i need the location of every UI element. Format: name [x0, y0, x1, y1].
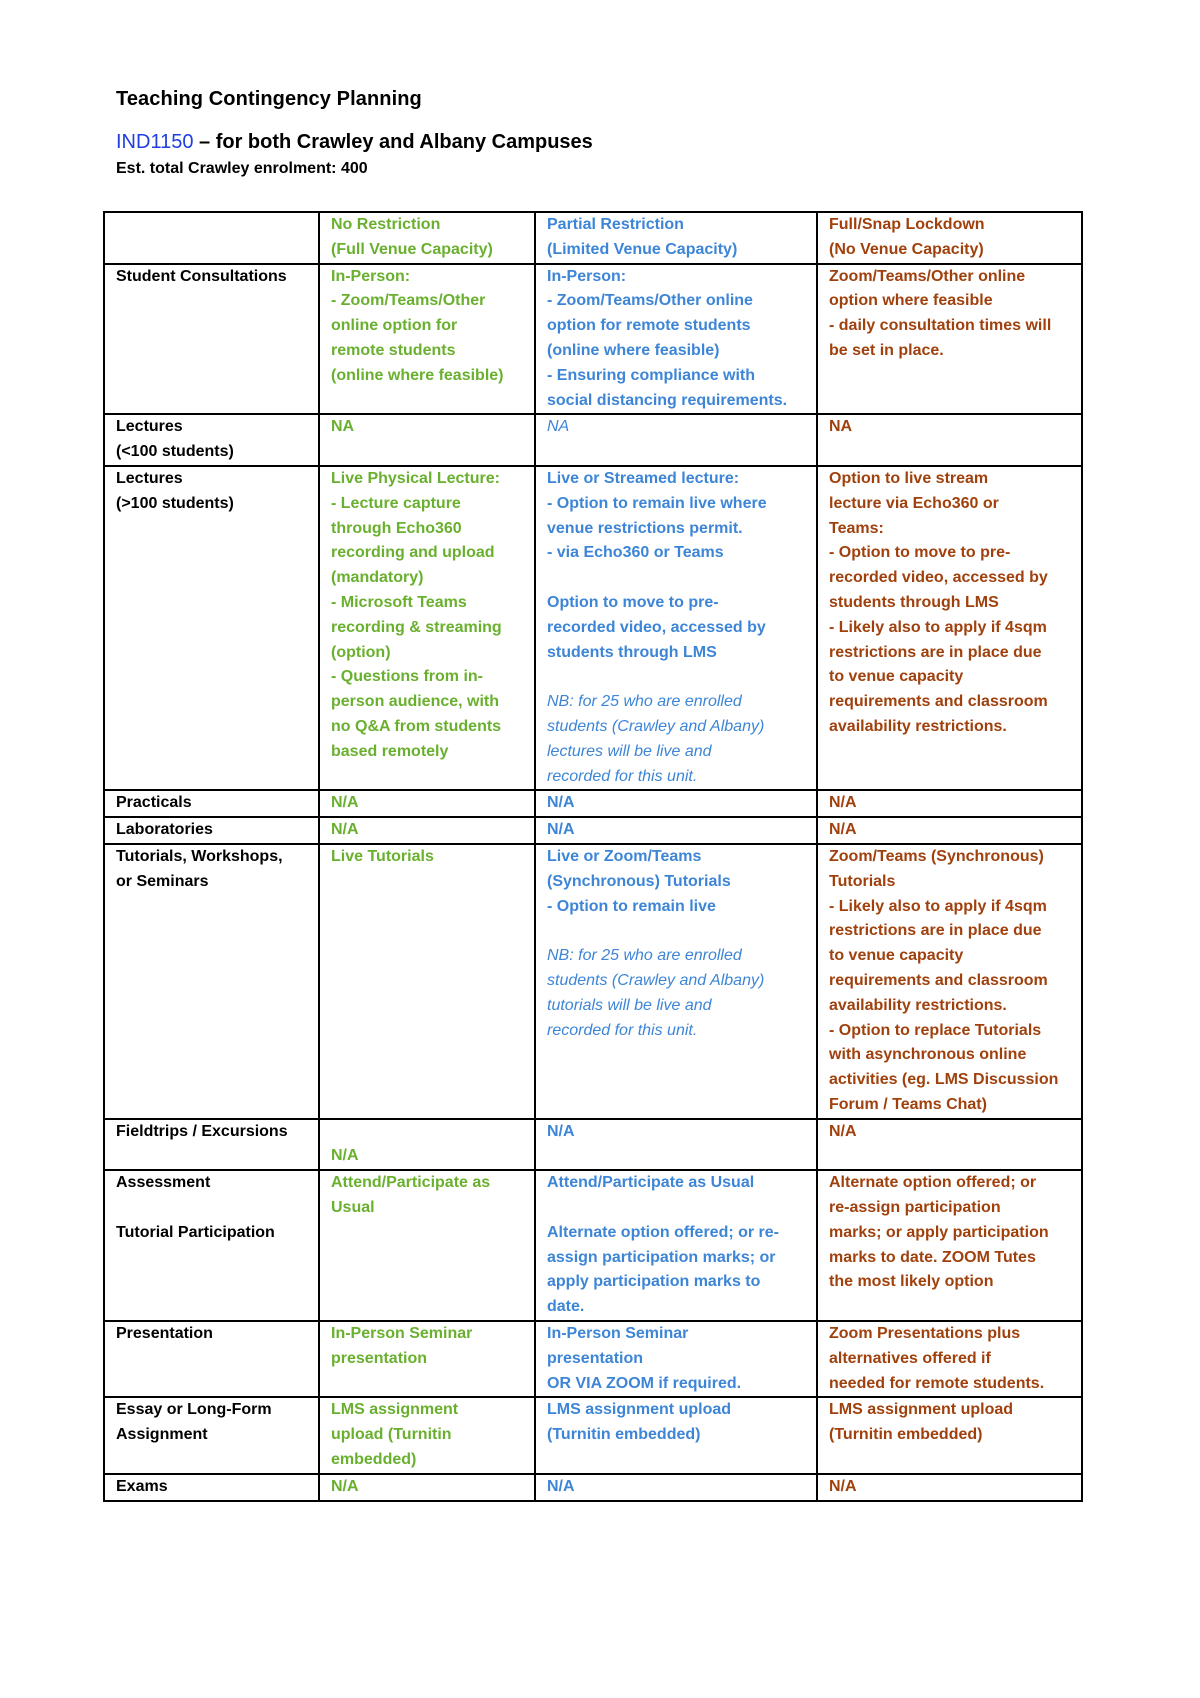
- cell-text-line: - Option to move to pre-: [829, 544, 1011, 562]
- row-label-consultations: [104, 264, 319, 415]
- cell-text-line: availability restrictions.: [829, 717, 1007, 735]
- cell-text-line: availability restrictions.: [829, 996, 1007, 1014]
- cell-text-line: - Zoom/Teams/Other: [331, 292, 486, 310]
- cell-essay-no: [319, 1397, 535, 1473]
- cell-text-line: - Lecture capture: [331, 494, 461, 512]
- cell-text-line: Live Physical Lecture:: [331, 469, 500, 487]
- spacer: [331, 1120, 526, 1145]
- table-row-fieldtrips: [104, 1119, 1082, 1171]
- table-row-essay: [104, 1397, 1082, 1473]
- cell-text-line: date.: [547, 1298, 585, 1316]
- cell-text-line: recorded for this unit.: [547, 1021, 698, 1039]
- table-row-exams: [104, 1474, 1082, 1501]
- cell-text-line: Attend/Participate as: [331, 1174, 491, 1192]
- assessment-partial-usual: [547, 1171, 808, 1196]
- cell-text-line: (mandatory): [331, 569, 424, 587]
- cell-text-line: restrictions are in place due: [829, 643, 1042, 661]
- header-no-restriction: [319, 212, 535, 264]
- cell-text-line: assign participation marks; or: [547, 1248, 776, 1266]
- tutorials-partial-options: [547, 845, 808, 919]
- cell-text-line: In-Person Seminar: [547, 1325, 689, 1343]
- cell-text-line: - Option to replace Tutorials: [829, 1021, 1042, 1039]
- cell-text-line: recording and upload: [331, 544, 495, 562]
- cell-text-line: (Synchronous) Tutorials: [547, 872, 731, 890]
- cell-text-line: - Microsoft Teams: [331, 593, 467, 611]
- cell-laboratories-partial: N/A: [535, 817, 817, 844]
- row-label-tutorials: [104, 844, 319, 1119]
- row-label-laboratories: Laboratories: [104, 817, 319, 844]
- cell-text-line: Tutorials: [829, 872, 896, 890]
- cell-text-line: recorded video, accessed by: [829, 569, 1048, 587]
- cell-text-line: lecture via Echo360 or: [829, 494, 999, 512]
- cell-text-line: OR VIA ZOOM if required.: [547, 1374, 742, 1392]
- cell-text-line: presentation: [331, 1349, 428, 1367]
- cell-text-line: option where feasible: [829, 292, 993, 310]
- table-row-presentation: [104, 1321, 1082, 1397]
- cell-text-line: tutorials will be live and: [547, 996, 712, 1014]
- assessment-label: Assessment: [116, 1174, 211, 1192]
- table-row-laboratories: [104, 817, 1082, 844]
- cell-text-line: recorded video, accessed by: [547, 618, 766, 636]
- cell-text-line: - Ensuring compliance with: [547, 366, 756, 384]
- cell-laboratories-no: N/A: [319, 817, 535, 844]
- cell-text-line: (Full Venue Capacity): [331, 240, 493, 258]
- cell-text-line: Live or Streamed lecture:: [547, 469, 740, 487]
- cell-assessment-partial: [535, 1170, 817, 1321]
- table-row-consultations: [104, 264, 1082, 415]
- cell-text-line: LMS assignment: [331, 1401, 459, 1419]
- cell-text-line: venue restrictions permit.: [547, 519, 743, 537]
- table-row-lectures-small: [104, 414, 1082, 466]
- spacer: [547, 566, 808, 591]
- spacer: [547, 665, 808, 690]
- cell-text-line: - Likely also to apply if 4sqm: [829, 618, 1047, 636]
- cell-text-line: marks; or apply participation: [829, 1223, 1049, 1241]
- table-header-row: [104, 212, 1082, 264]
- cell-text-line: - Likely also to apply if 4sqm: [829, 897, 1047, 915]
- table-row-tutorials: [104, 844, 1082, 1119]
- cell-text-line: presentation: [547, 1349, 644, 1367]
- cell-text-line: Option to move to pre-: [547, 593, 719, 611]
- cell-text-line: upload (Turnitin: [331, 1426, 452, 1444]
- tutorial-participation-label: Tutorial Participation: [116, 1223, 275, 1241]
- cell-consultations-partial: [535, 264, 817, 415]
- row-label-lectures-large: [104, 466, 319, 790]
- header-full-lockdown: [817, 212, 1082, 264]
- cell-text-line: (>100 students): [116, 494, 234, 512]
- cell-text-line: students through LMS: [547, 643, 717, 661]
- cell-text-line: to venue capacity: [829, 947, 964, 965]
- cell-text-line: needed for remote students.: [829, 1374, 1045, 1392]
- cell-text-line: marks to date. ZOOM Tutes: [829, 1248, 1036, 1266]
- row-label-practicals: Practicals: [104, 790, 319, 817]
- unit-code: IND1150: [116, 131, 194, 153]
- cell-text-line: - Option to remain live: [547, 897, 716, 915]
- cell-text-line: recorded for this unit.: [547, 767, 698, 785]
- cell-text-line: Lectures: [116, 469, 183, 487]
- cell-presentation-full: [817, 1321, 1082, 1397]
- enrolment-estimate: Est. total Crawley enrolment: 400: [116, 160, 368, 177]
- spacer: [116, 1196, 310, 1221]
- cell-lectures-large-full: [817, 466, 1082, 790]
- cell-text-line: Zoom/Teams (Synchronous): [829, 847, 1044, 865]
- unit-subtitle: [116, 131, 593, 154]
- cell-text-line: activities (eg. LMS Discussion: [829, 1071, 1059, 1089]
- cell-text-line: In-Person:: [331, 267, 411, 285]
- cell-text-line: Zoom/Teams/Other online: [829, 267, 1026, 285]
- cell-essay-full: [817, 1397, 1082, 1473]
- row-label-fieldtrips: Fieldtrips / Excursions: [104, 1119, 319, 1171]
- cell-text-line: (online where feasible): [547, 341, 720, 359]
- cell-text-line: the most likely option: [829, 1273, 994, 1291]
- cell-text-line: person audience, with: [331, 693, 500, 711]
- cell-essay-partial: [535, 1397, 817, 1473]
- cell-exams-partial: N/A: [535, 1474, 817, 1501]
- cell-lectures-small-partial: NA: [535, 414, 817, 466]
- cell-laboratories-full: N/A: [817, 817, 1082, 844]
- cell-practicals-full: N/A: [817, 790, 1082, 817]
- cell-text-line: embedded): [331, 1451, 417, 1469]
- cell-text-line: Forum / Teams Chat): [829, 1095, 987, 1113]
- cell-text-line: In-Person:: [547, 267, 627, 285]
- cell-text-line: apply participation marks to: [547, 1273, 761, 1291]
- cell-text-line: NB: for 25 who are enrolled: [547, 947, 742, 965]
- cell-text-line: - Questions from in-: [331, 668, 483, 686]
- header-empty-cell: [104, 212, 319, 264]
- cell-text-line: In-Person Seminar: [331, 1325, 473, 1343]
- cell-text-line: (option): [331, 643, 391, 661]
- cell-text-line: - Zoom/Teams/Other online: [547, 292, 753, 310]
- cell-text-line: or Seminars: [116, 872, 209, 890]
- cell-presentation-partial: [535, 1321, 817, 1397]
- cell-text-line: Tutorials, Workshops,: [116, 847, 283, 865]
- cell-text-line: No Restriction: [331, 216, 441, 233]
- cell-text-line: Alternate option offered; or re-: [547, 1223, 780, 1241]
- table-row-practicals: [104, 790, 1082, 817]
- cell-text-line: (<100 students): [116, 443, 234, 461]
- cell-fieldtrips-full: N/A: [817, 1119, 1082, 1171]
- cell-text-line: requirements and classroom: [829, 971, 1048, 989]
- cell-text-line: option for remote students: [547, 317, 751, 335]
- cell-text-line: Assignment: [116, 1426, 208, 1444]
- cell-text-line: Essay or Long-Form: [116, 1401, 272, 1419]
- cell-text-line: - daily consultation times will: [829, 317, 1052, 335]
- cell-lectures-large-partial: [535, 466, 817, 790]
- cell-exams-no: N/A: [319, 1474, 535, 1501]
- cell-text-line: re-assign participation: [829, 1199, 1001, 1217]
- cell-text-line: recording & streaming: [331, 618, 502, 636]
- row-label-assessment: [104, 1170, 319, 1321]
- cell-lectures-large-no: [319, 466, 535, 790]
- cell-fieldtrips-no: [319, 1119, 535, 1171]
- cell-text-line: Partial Restriction: [547, 216, 684, 233]
- cell-text-line: (Turnitin embedded): [547, 1426, 701, 1444]
- unit-campuses: – for both Crawley and Albany Campuses: [193, 131, 593, 153]
- lectures-partial-prerecorded: [547, 591, 808, 665]
- cell-text-line: to venue capacity: [829, 668, 964, 686]
- cell-text-line: Live or Zoom/Teams: [547, 847, 702, 865]
- row-label-presentation: Presentation: [104, 1321, 319, 1397]
- cell-text-line: (Turnitin embedded): [829, 1426, 983, 1444]
- cell-text-line: restrictions are in place due: [829, 922, 1042, 940]
- cell-practicals-no: N/A: [319, 790, 535, 817]
- cell-assessment-full: [817, 1170, 1082, 1321]
- cell-text-line: LMS assignment upload: [547, 1401, 732, 1419]
- table-row-lectures-large: [104, 466, 1082, 790]
- cell-text-line: requirements and classroom: [829, 693, 1048, 711]
- cell-text-line: Full/Snap Lockdown: [829, 216, 985, 233]
- cell-tutorials-no: [319, 844, 535, 1119]
- cell-text-line: Teams:: [829, 519, 884, 537]
- cell-lectures-small-full: NA: [817, 414, 1082, 466]
- fieldtrips-no-value: N/A: [331, 1147, 359, 1165]
- row-label-essay: [104, 1397, 319, 1473]
- cell-text-line: Zoom Presentations plus: [829, 1325, 1021, 1343]
- cell-consultations-full: [817, 264, 1082, 415]
- cell-text-line: - via Echo360 or Teams: [547, 544, 724, 562]
- cell-presentation-no: [319, 1321, 535, 1397]
- table-row-assessment: [104, 1170, 1082, 1321]
- cell-text-line: students (Crawley and Albany): [547, 717, 765, 735]
- cell-text-line: (online where feasible): [331, 366, 504, 384]
- spacer: [547, 1196, 808, 1221]
- cell-text-line: social distancing requirements.: [547, 391, 788, 409]
- cell-tutorials-full: [817, 844, 1082, 1119]
- header-partial-restriction: [535, 212, 817, 264]
- cell-text-line: students through LMS: [829, 593, 999, 611]
- cell-text-line: online option for: [331, 317, 458, 335]
- cell-text-line: (Limited Venue Capacity): [547, 240, 738, 258]
- cell-text-line: be set in place.: [829, 341, 944, 359]
- cell-text-line: LMS assignment upload: [829, 1401, 1014, 1419]
- spacer: [547, 919, 808, 944]
- row-label-lectures-small: [104, 414, 319, 466]
- cell-tutorials-partial: [535, 844, 817, 1119]
- cell-practicals-partial: N/A: [535, 790, 817, 817]
- cell-exams-full: N/A: [817, 1474, 1082, 1501]
- cell-text-line: students (Crawley and Albany): [547, 971, 765, 989]
- cell-text-line: no Q&A from students: [331, 717, 502, 735]
- cell-text-line: remote students: [331, 341, 456, 359]
- lectures-partial-options: [547, 467, 808, 566]
- cell-text-line: based remotely: [331, 742, 449, 760]
- cell-text-line: Attend/Participate as Usual: [547, 1174, 755, 1192]
- cell-text-line: Student Consultations: [116, 267, 287, 285]
- cell-consultations-no: [319, 264, 535, 415]
- cell-lectures-small-no: NA: [319, 414, 535, 466]
- cell-text-line: alternatives offered if: [829, 1349, 991, 1367]
- cell-assessment-no: [319, 1170, 535, 1321]
- assessment-partial-alternate: [547, 1221, 808, 1320]
- row-label-exams: Exams: [104, 1474, 319, 1501]
- cell-text-line: Option to live stream: [829, 469, 989, 487]
- lectures-partial-note: [547, 690, 808, 789]
- cell-text-line: lectures will be live and: [547, 742, 712, 760]
- cell-text-line: Lectures: [116, 418, 183, 436]
- cell-text-line: with asynchronous online: [829, 1046, 1027, 1064]
- document-title: Teaching Contingency Planning: [116, 88, 422, 110]
- cell-text-line: through Echo360: [331, 519, 462, 537]
- cell-text-line: - Option to remain live where: [547, 494, 767, 512]
- cell-fieldtrips-partial: N/A: [535, 1119, 817, 1171]
- cell-text-line: Usual: [331, 1199, 375, 1217]
- cell-text-line: NB: for 25 who are enrolled: [547, 693, 742, 711]
- cell-text-line: (No Venue Capacity): [829, 240, 984, 258]
- contingency-table: [103, 211, 1083, 1502]
- tutorials-partial-note: [547, 944, 808, 1043]
- cell-text-line: Live Tutorials: [331, 847, 434, 865]
- cell-text-line: Alternate option offered; or: [829, 1174, 1037, 1192]
